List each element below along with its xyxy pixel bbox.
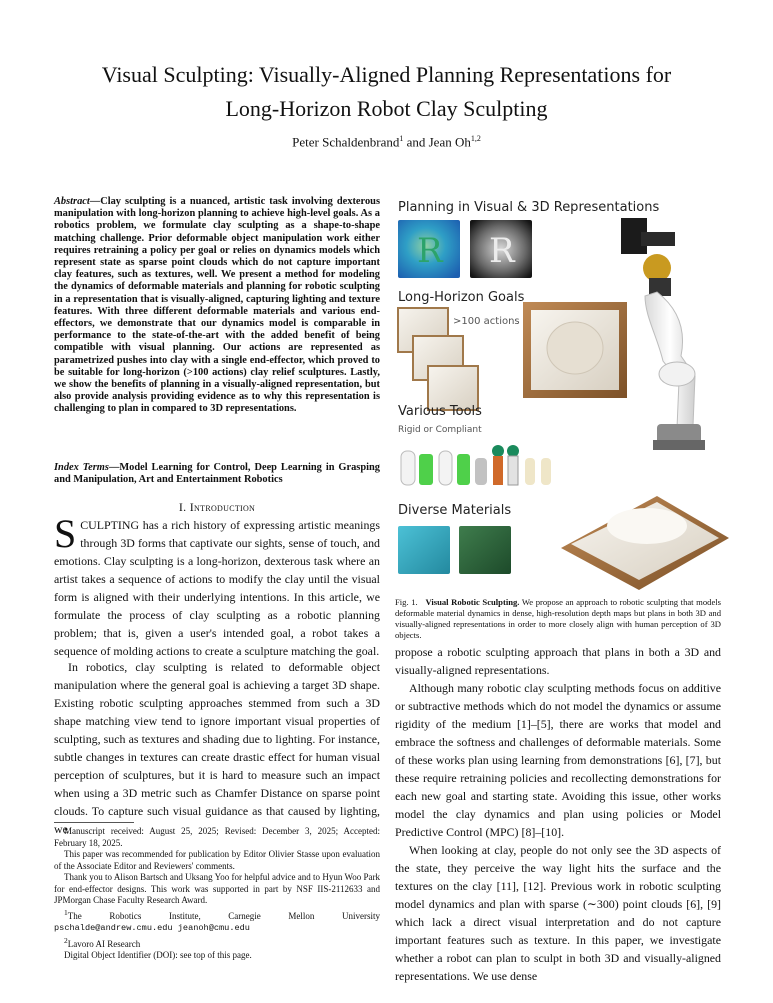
right-p3: When looking at clay, people do not only see the 3D aspects of the state, they perceive the way light hits the surface and the textures on the clay [11], [12]. Previous work in robotic sculpting model dynamics and plan with sparse (∼300) point clouds [6], [9] which lack a direct visual interpretation and do not capture important features such as texture. In this paper, we investigate whether a robot can plan to sculpt in both 3D and visually-aligned representations. We use dense <box>395 843 721 983</box>
authors <box>40 134 733 150</box>
section-title: Introduction <box>189 500 256 514</box>
intro-paragraph-2 <box>54 658 380 838</box>
section-heading-introduction <box>54 500 380 515</box>
index-terms-label: Index Terms <box>54 462 109 473</box>
tool-7-tip <box>507 445 519 457</box>
figure-label-tools: Various Tools <box>398 404 482 419</box>
tool-6 <box>493 456 503 485</box>
caption-text: We propose an approach to robotic sculpting that models deformable material dynamics in dense, high-resolution depth maps but plans in both 3D and visually-aligned representations in order to more closely align with human perception of 3D objects. <box>395 597 721 640</box>
tool-9 <box>541 458 551 485</box>
intro-p1-text: has a rich history of expressing artistic meanings through 3D forms that captivate our sights, sense of touch, and emotions. Clay sculpting is a long-horizon, dexterous task where an artist takes a sequence of actions to modify the clay until the visual form is aligned with their underlying intentions. In this article, we formulate the process of clay sculpting as a robotic planning problem; that is, given a user's intended goal, a robot takes a sequence of molding actions to create a sculpture matching the goal. <box>54 518 380 658</box>
footnote-affil-1-sup: 1 <box>64 907 68 917</box>
robot-arm-image <box>621 218 705 450</box>
footnote-affil-2-text: Lavoro AI Research <box>67 938 141 949</box>
tools-image <box>401 445 551 485</box>
footnote-emails-text: pschalde@andrew.cmu.edu jeanoh@cmu.edu <box>54 923 250 933</box>
footnote-rule <box>54 822 134 823</box>
author-and: and <box>403 134 429 150</box>
drop-cap: S <box>54 511 77 556</box>
robot-camera-mount <box>641 232 675 246</box>
tool-8 <box>525 458 535 485</box>
title-line-2: Long-Horizon Robot Clay Sculpting <box>225 96 548 121</box>
footnote-affil-1 <box>54 907 380 923</box>
figure-caption <box>395 597 721 641</box>
tool-7 <box>508 456 518 485</box>
figure-label-planning: Planning in Visual & 3D Representations <box>398 200 660 215</box>
right-column-text <box>395 643 721 985</box>
robot-base <box>653 440 705 450</box>
gray-letter-r: R <box>489 231 515 271</box>
tool-1 <box>401 451 415 485</box>
robot-upper-arm <box>645 292 695 428</box>
tool-2 <box>419 454 433 485</box>
section-number: I. <box>178 500 190 514</box>
figure-label-materials: Diverse Materials <box>398 503 512 518</box>
footnote-received: Manuscript received: August 25, 2025; Revised: December 3, 2025; Accepted: February 18, 2025. <box>54 826 380 848</box>
intro-paragraph-1 <box>54 511 380 660</box>
tool-5 <box>475 458 487 485</box>
figure-label-tools-sub: Rigid or Compliant <box>398 425 482 435</box>
footnote-affil-1-text: The Robotics Institute, Carnegie Mellon University <box>67 910 380 921</box>
index-terms-text: —Model Learning for Control, Deep Learning in Grasping and Manipulation, Art and Entertainment Robotics <box>54 462 380 486</box>
intro-caps: CULPTING <box>80 518 140 532</box>
paper-title <box>40 58 733 126</box>
footnote-editor: This paper was recommended for publication by Editor Olivier Stasse upon evaluation of the Associate Editor and Reviewers' comments. <box>54 849 380 871</box>
abstract-text: —Clay sculpting is a nuanced, artistic task involving dexterous manipulation with long-horizon planning to achieve high-level goals. As a robotics problem, we formulate clay sculpting as a shape-to-shape matching challenge. Prior deformable object manipulation work either requires retraining a policy per goal or relies on dynamics models which represent state as sparse point clouds which do not capture important clay features, such as textures, well. We present a method for modeling the dynamics of deformable materials and planning for robotic sculpting in a representation that is visually-aligned, capturing lighting and texture features. With three different deformable materials and various end-effectors, we demonstrate that our dynamics model is comparable in performance to the state-of-the-art with the added benefit of being compatible with visual planning. Our actions are represented as parametrized pushes into clay with a single end-effector, which proved to be suitable for long-horizon (>100 actions) clay relief sculptures. Lastly, we show the benefits of planning in a visually-aligned representation, but also provide analysis providing evidence as to why this representation is challenging to plan in compared to 3D representations. <box>54 196 380 415</box>
author-1-affil: 1 <box>399 134 404 143</box>
caption-bold: Visual Robotic Sculpting. <box>425 597 520 607</box>
material-green-image <box>459 526 511 574</box>
clay-mound <box>607 508 687 544</box>
intro-p2-text: In robotics, clay sculpting is related to deformable object manipulation where the general goal is achieving a target 3D shape. Existing robotic sculpting approaches stemmed from such a 3D shape matching view tend to ignore important visual properties of sculpting, such as textures and shading due to lighting. For instance, subtle changes in textures can create drastic effect for human visual perception of sculptures, but it is hard to measure such an impact when using a 3D metric such as Chamfer Distance on sparse point clouds. To capture such visual guidance as that caused by lighting, we <box>54 660 380 836</box>
figure-label-goals: Long-Horizon Goals <box>398 290 525 305</box>
footnote-thanks: Thank you to Alison Bartsch and Uksang Yoo for helpful advice and to Hyun Woo Park for end-effector designs. This work was supported in part by NSF IIS-2112633 and JPMorgan Chase Faculty Research Award. <box>54 872 380 905</box>
sculpture-face <box>547 322 603 374</box>
tool-6-tip <box>492 445 504 457</box>
robot-gripper <box>643 254 671 282</box>
title-line-1: Visual Sculpting: Visually-Aligned Planning Representations for <box>101 62 672 87</box>
figure-label-actions: >100 actions <box>453 316 520 327</box>
material-blue-image <box>398 526 450 574</box>
footnote-doi: Digital Object Identifier (DOI): see top of this page. <box>64 950 252 960</box>
author-2-affil: 1,2 <box>470 134 481 143</box>
footnote-affil-2-sup: 2 <box>64 935 68 945</box>
author-2: Jean Oh <box>428 134 471 150</box>
abstract <box>54 196 380 416</box>
footnote-emails <box>54 922 380 935</box>
tool-3 <box>439 451 452 485</box>
abstract-label: Abstract <box>54 196 90 207</box>
right-p1: propose a robotic sculpting approach that plans in both a 3D and visually-aligned representations. <box>395 645 721 677</box>
author-1: Peter Schaldenbrand <box>292 134 400 150</box>
robot-elbow <box>659 362 695 386</box>
footnotes <box>54 826 380 962</box>
caption-fig-label: Fig. 1. <box>395 597 418 607</box>
footnote-affil-2 <box>54 935 380 951</box>
figure-1-graphic <box>395 196 735 590</box>
figure-1 <box>395 196 735 590</box>
tool-4 <box>457 454 470 485</box>
right-p2: Although many robotic clay sculpting methods focus on additive or subtractive methods which do not model the dynamics or assume rigidity of the medium [1]–[5], there are works that model and embrace the softness and challenges of deformable materials. Some of these works plan using learning from demonstrations [6], [7], but these require retraining policies and recollecting demonstrations for each new goal and starting state. Avoiding this issue, other works model the clay dynamics and plan using policies or Model Predictive Control (MPC) [8]–[10]. <box>395 681 721 839</box>
clay-tray-image <box>561 496 729 590</box>
index-terms <box>54 462 380 486</box>
depth-letter-r: R <box>417 231 443 271</box>
